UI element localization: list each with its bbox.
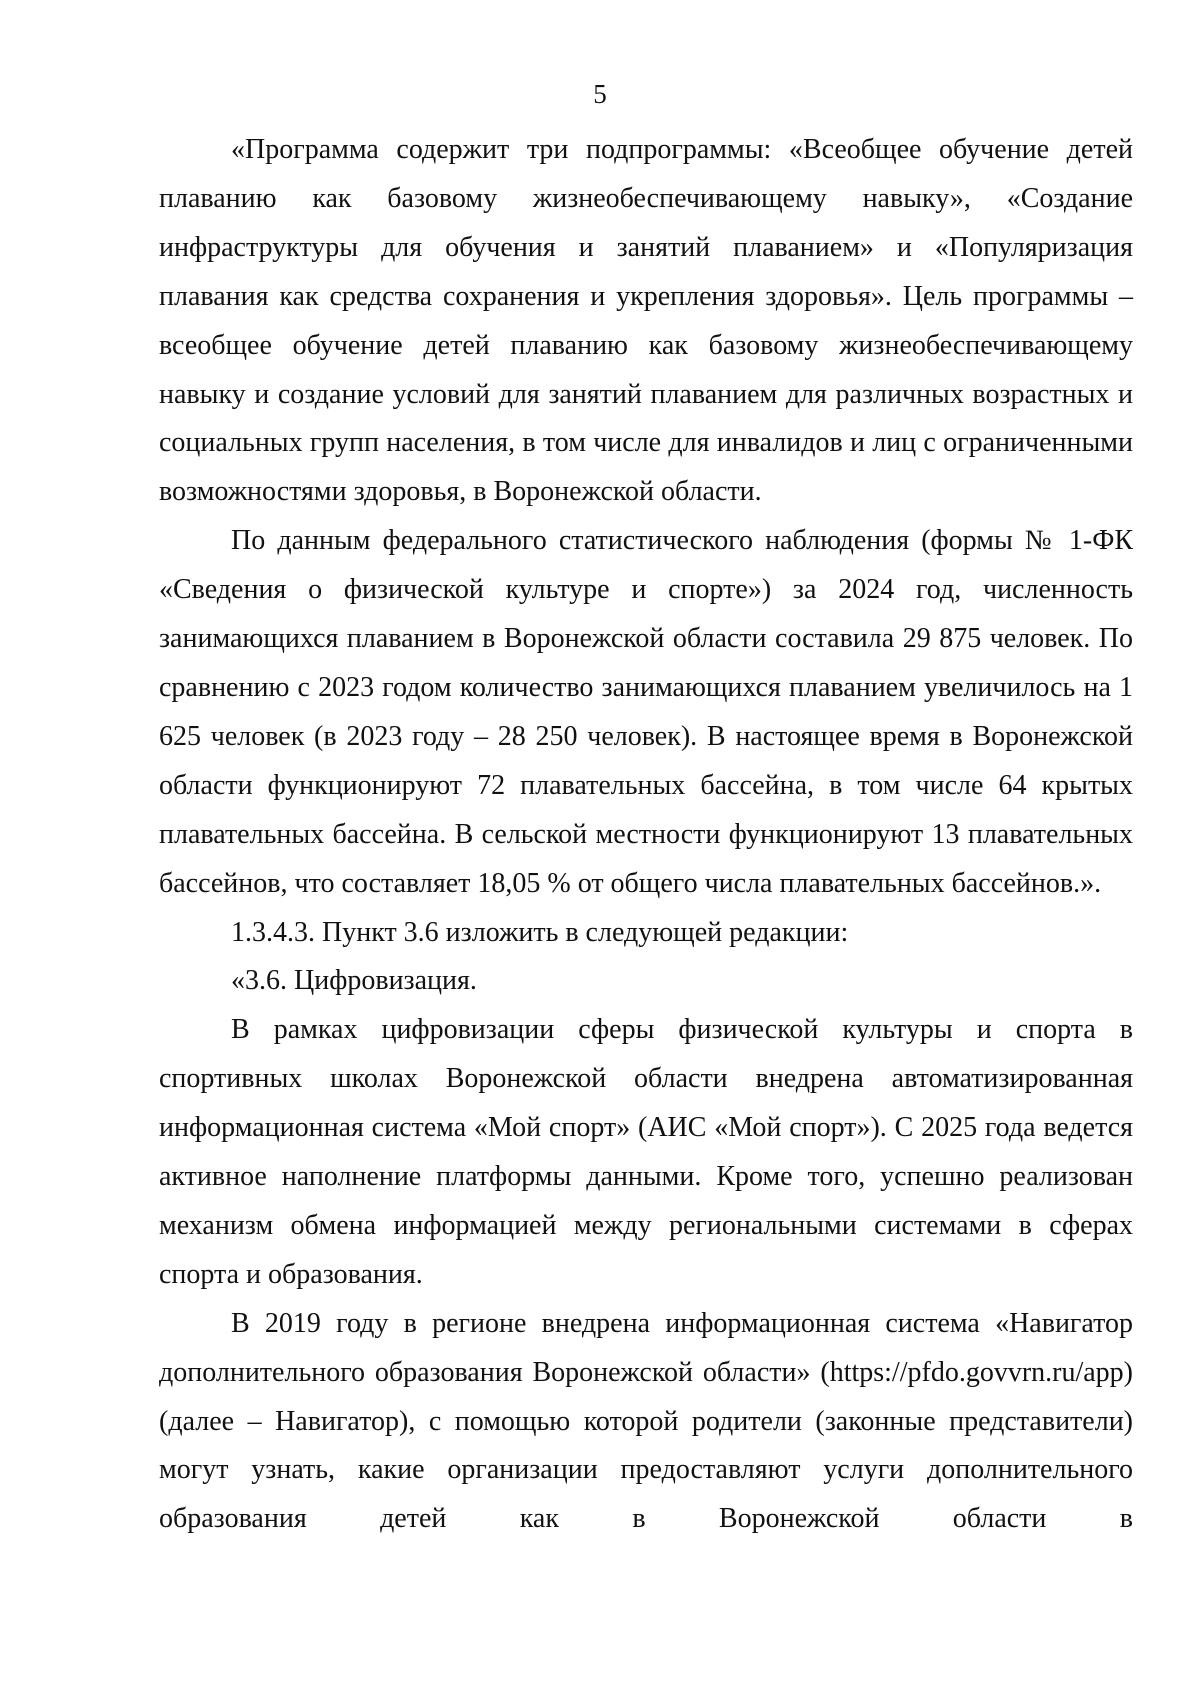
paragraph-digitalization: В рамках цифровизации сферы физической культуры и спорта в спортивных школах Воронежской области внедрена автоматизированная информационная система «Мой спорт» (АИС «Мой спорт»). С 2025 года ведется активное наполнение платформы данными. Кроме того, успешно реализован механизм обмена информацией между региональными системами в сферах спорта и образования.: [159, 1014, 1133, 1290]
paragraph-swimming-program: «Программа содержит три подпрограммы: «Всеобщее обучение детей плаванию как базовому жизнеобеспечивающему навыку», «Создание инфраструктуры для обучения и занятий плаванием» и «Популяризация плавания как средства сохранения и укрепления здоровья». Цель программы – всеобщее обучение детей плаванию как базовому жизнеобеспечивающему навыку и создание условий для занятий плаванием для различных возрастных и социальных групп населения, в том числе для инвалидов и лиц с ограниченными возможностями здоровья, в Воронежской области.: [159, 134, 1133, 508]
section-heading-digitalization: «3.6. Цифровизация.: [231, 965, 477, 997]
paragraph-swimming-statistics: По данным федерального статистического наблюдения (формы № 1-ФК «Сведения о физической культуре и спорте») за 2024 год, численность занимающихся плаванием в Воронежской области составила 29 875 человек. По сравнению с 2023 годом количество занимающихся плаванием увеличилось на 1 625 человек (в 2023 году – 28 250 человек). В настоящее время в Воронежской области функционируют 72 плавательных бассейна, в том числе 64 крытых плавательных бассейна. В сельской местности функционируют 13 плавательных бассейнов, что составляет 18,05 % от общего числа плавательных бассейнов.».: [159, 525, 1133, 899]
paragraph-amendment-clause: 1.3.4.3. Пункт 3.6 изложить в следующей редакции:: [231, 916, 849, 948]
paragraph-navigator-system: В 2019 году в регионе внедрена информационная система «Навигатор дополнительного образования Воронежской области» (https://pfdo.govvrn.ru/app) (далее – Навигатор), с помощью которой родители (законные представители) могут узнать, какие организации предоставляют услуги дополнительного образования детей как в Воронежской области в: [159, 1307, 1133, 1535]
document-body: [159, 126, 1133, 1544]
page-number: 5: [593, 79, 607, 109]
